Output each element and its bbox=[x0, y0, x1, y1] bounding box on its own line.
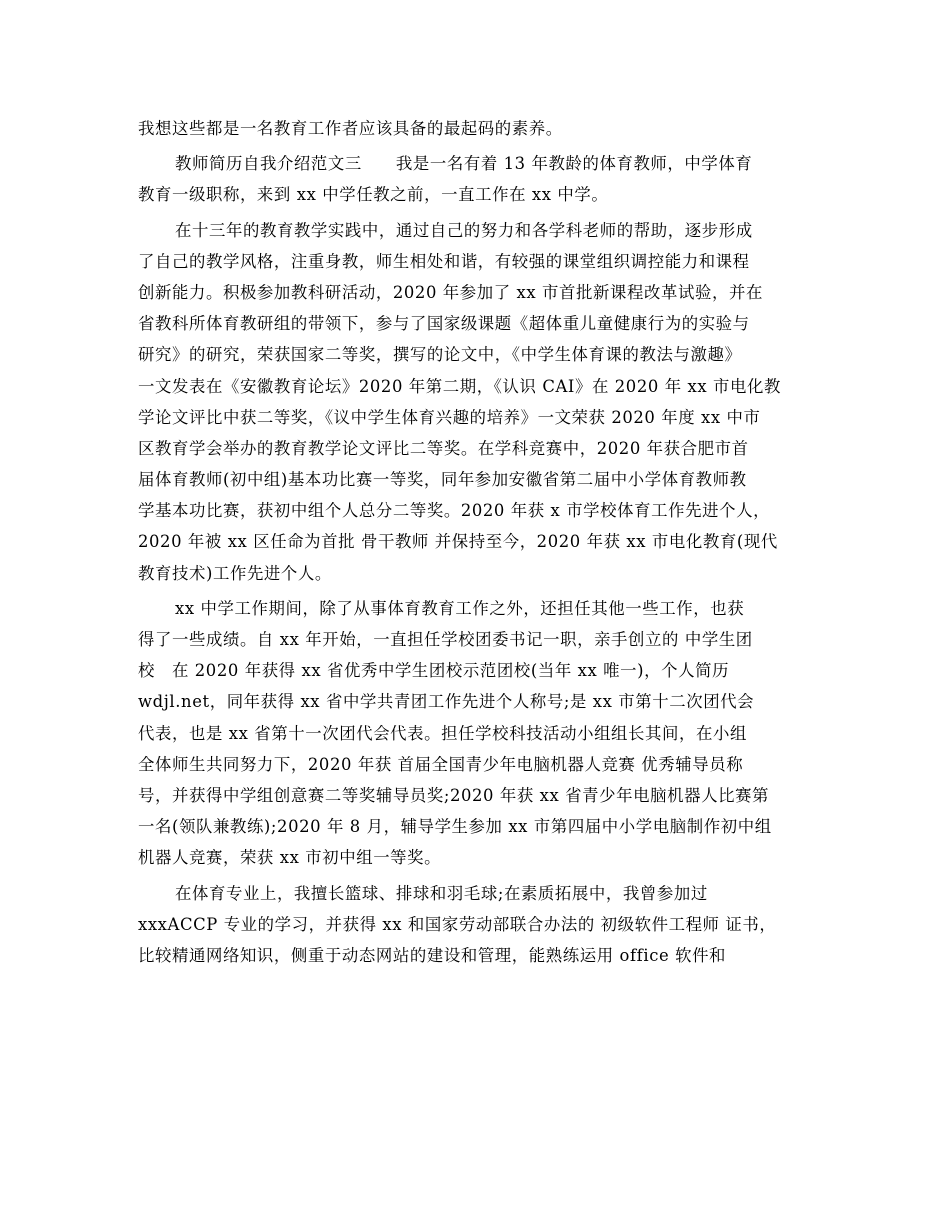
text-line: 省教科所体育教研组的带领下，参与了国家级课题《超体重儿童健康行为的实验与 bbox=[138, 314, 750, 334]
text-line: 2020 年被 xx 区任命为首批 骨干教师 并保持至今，2020 年获 xx 市电化教育(现代 bbox=[138, 532, 778, 552]
text-line: 创新能力。积极参加教科研活动，2020 年参加了 xx 市首批新课程改革试验，并在 bbox=[138, 282, 763, 302]
document-body bbox=[138, 113, 814, 971]
text-line: 在体育专业上，我擅长篮球、排球和羽毛球;在素质拓展中，我曾参加过 bbox=[175, 883, 708, 903]
text-line: 在十三年的教育教学实践中，通过自己的努力和各学科老师的帮助，逐步形成 bbox=[175, 220, 753, 240]
text-line: 教师简历自我介绍范文三 我是一名有着 13 年教龄的体育教师，中学体育 bbox=[175, 154, 753, 174]
text-line: 校 在 2020 年获得 xx 省优秀中学生团校示范团校(当年 xx 唯一)，个人简历 bbox=[138, 661, 730, 681]
text-line: 研究》的研究，荣获国家二等奖，撰写的论文中，《中学生体育课的教法与激趣》 bbox=[138, 345, 742, 365]
text-line: 一文发表在《安徽教育论坛》2020 年第二期，《认识 CAI》在 2020 年 xx 市电化教 bbox=[138, 376, 781, 396]
text-line: 学基本功比赛，获初中组个人总分二等奖。2020 年获 x 市学校体育工作先进个人， bbox=[138, 501, 771, 521]
text-line: 区教育学会举办的教育教学论文评比二等奖。在学科竞赛中，2020 年获合肥市首 bbox=[138, 438, 749, 458]
text-line: 我想这些都是一名教育工作者应该具备的最起码的素养。 bbox=[138, 119, 563, 138]
text-line: xx 中学工作期间，除了从事体育教育工作之外，还担任其他一些工作，也获 bbox=[175, 598, 745, 618]
text-line: 得了一些成绩。自 xx 年开始，一直担任学校团委书记一职，亲手创立的 中学生团 bbox=[138, 630, 753, 649]
text-line: 教育一级职称，来到 xx 中学任教之前，一直工作在 xx 中学。 bbox=[138, 185, 609, 205]
text-line: 比较精通网络知识，侧重于动态网站的建设和管理，能熟练运用 office 软件和 bbox=[138, 945, 727, 965]
text-line: 号，并获得中学组创意赛二等奖辅导员奖;2020 年获 xx 省青少年电脑机器人比赛第 bbox=[138, 785, 770, 805]
text-line: 代表，也是 xx 省第十一次团代会代表。担任学校科技活动小组组长其间，在小组 bbox=[138, 723, 747, 743]
text-line: 了自己的教学风格，注重身教，师生相处和谐，有较强的课堂组织调控能力和课程 bbox=[138, 251, 750, 271]
text-line: xxxACCP 专业的学习，并获得 xx 和国家劳动部联合办法的 初级软件工程师 证书， bbox=[138, 914, 777, 934]
text-line: 学论文评比中获二等奖，《议中学生体育兴趣的培养》一文荣获 2020 年度 xx 中市 bbox=[138, 407, 761, 427]
text-line: 全体师生共同努力下，2020 年获 首届全国青少年电脑机器人竞赛 优秀辅导员称 bbox=[138, 754, 744, 774]
text-line: 一名(领队兼教练);2020 年 8 月，辅导学生参加 xx 市第四届中小学电脑制作初中组 bbox=[138, 817, 772, 837]
text-line: 教育技术)工作先进个人。 bbox=[138, 563, 332, 583]
text-line: 届体育教师(初中组)基本功比赛一等奖，同年参加安徽省第二届中小学体育教师教 bbox=[138, 470, 747, 490]
text-line: wdjl.net，同年获得 xx 省中学共青团工作先进个人称号;是 xx 市第十二次团代会 bbox=[138, 692, 755, 712]
text-line: 机器人竞赛，荣获 xx 市初中组一等奖。 bbox=[138, 848, 442, 868]
